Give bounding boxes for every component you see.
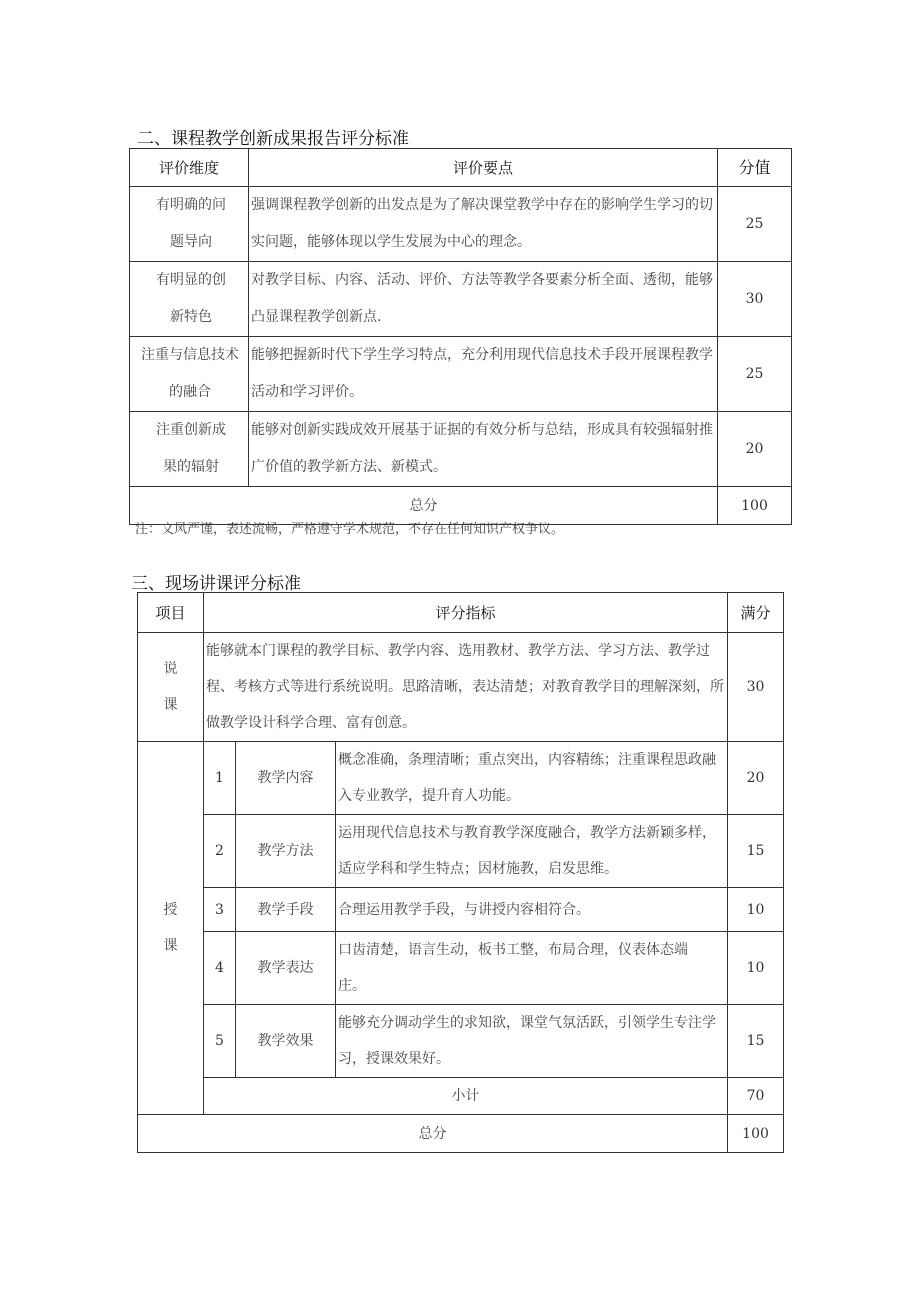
total-value: 100	[728, 1115, 784, 1153]
dimension-cell: 有明确的问题导向	[130, 187, 249, 262]
dimension-cell: 注重创新成果的辐射	[130, 412, 249, 487]
table-row	[138, 742, 784, 815]
score-cell: 25	[718, 337, 792, 412]
header-points: 评价要点	[249, 149, 718, 187]
section2-title: 二、课程教学创新成果报告评分标准	[137, 129, 409, 149]
row-criteria: 运用现代信息技术与教育教学深度融合，教学方法新颖多样，适应学科和学生特点；因材施教，启发思维。	[336, 815, 728, 888]
lecture-scoring-table	[137, 592, 784, 1153]
shuoke-score: 30	[728, 633, 784, 742]
row-score: 20	[728, 742, 784, 815]
table-row	[138, 1005, 784, 1078]
header-score: 分值	[718, 149, 792, 187]
header-full-score: 满分	[728, 593, 784, 633]
table-row	[130, 412, 792, 487]
points-cell: 能够对创新实践成效开展基于证据的有效分析与总结，形成具有较强辐射推广价值的教学新方法、新模式。	[249, 412, 718, 487]
row-score: 10	[728, 932, 784, 1005]
total-label: 总分	[138, 1115, 728, 1153]
total-row	[138, 1115, 784, 1153]
score-cell: 30	[718, 262, 792, 337]
row-number: 3	[204, 888, 236, 932]
row-criteria: 概念准确，条理清晰；重点突出，内容精练；注重课程思政融入专业教学，提升育人功能。	[336, 742, 728, 815]
dimension-cell: 注重与信息技术的融合	[130, 337, 249, 412]
subtotal-label: 小计	[204, 1078, 728, 1115]
section2-note: 注：文风严谨，表述流畅，严格遵守学术规范，不存在任何知识产权争议。	[135, 522, 565, 537]
row-criteria: 口齿清楚，语言生动，板书工整，布局合理，仪表体态端庄。	[336, 932, 728, 1005]
shuoke-criteria: 能够就本门课程的教学目标、教学内容、选用教材、教学方法、学习方法、教学过程、考核方式等进行系统说明。思路清晰，表达清楚；对教育教学目的理解深刻，所做教学设计科学合理、富有创意。	[204, 633, 728, 742]
row-criteria: 能够充分调动学生的求知欲，课堂气氛活跃，引领学生专注学习，授课效果好。	[336, 1005, 728, 1078]
table-row	[130, 187, 792, 262]
row-item-name: 教学内容	[236, 742, 336, 815]
section3-title: 三、现场讲课评分标准	[131, 574, 301, 594]
total-value: 100	[718, 487, 792, 525]
shuoke-row	[138, 633, 784, 742]
row-number: 4	[204, 932, 236, 1005]
row-item-name: 教学手段	[236, 888, 336, 932]
table-row	[130, 262, 792, 337]
table-row	[138, 888, 784, 932]
score-cell: 20	[718, 412, 792, 487]
header-dimension: 评价维度	[130, 149, 249, 187]
row-item-name: 教学效果	[236, 1005, 336, 1078]
table-row	[130, 337, 792, 412]
innovation-scoring-table	[129, 148, 792, 525]
header-criteria: 评分指标	[204, 593, 728, 633]
row-number: 1	[204, 742, 236, 815]
dimension-cell: 有明显的创新特色	[130, 262, 249, 337]
row-criteria: 合理运用教学手段，与讲授内容相符合。	[336, 888, 728, 932]
row-score: 15	[728, 815, 784, 888]
points-cell: 对教学目标、内容、活动、评价、方法等教学各要素分析全面、透彻，能够凸显课程教学创新点.	[249, 262, 718, 337]
row-number: 5	[204, 1005, 236, 1078]
header-item: 项目	[138, 593, 204, 633]
subtotal-value: 70	[728, 1078, 784, 1115]
total-label: 总分	[130, 487, 718, 525]
score-cell: 25	[718, 187, 792, 262]
row-score: 10	[728, 888, 784, 932]
row-item-name: 教学表达	[236, 932, 336, 1005]
table-row	[138, 932, 784, 1005]
shuoke-label: 说课	[138, 633, 204, 742]
subtotal-row	[138, 1078, 784, 1115]
table-row	[138, 815, 784, 888]
points-cell: 能够把握新时代下学生学习特点，充分利用现代信息技术手段开展课程教学活动和学习评价。	[249, 337, 718, 412]
row-score: 15	[728, 1005, 784, 1078]
shouke-label: 授课	[138, 742, 204, 1115]
points-cell: 强调课程教学创新的出发点是为了解决课堂教学中存在的影响学生学习的切实问题，能够体现以学生发展为中心的理念。	[249, 187, 718, 262]
row-number: 2	[204, 815, 236, 888]
row-item-name: 教学方法	[236, 815, 336, 888]
